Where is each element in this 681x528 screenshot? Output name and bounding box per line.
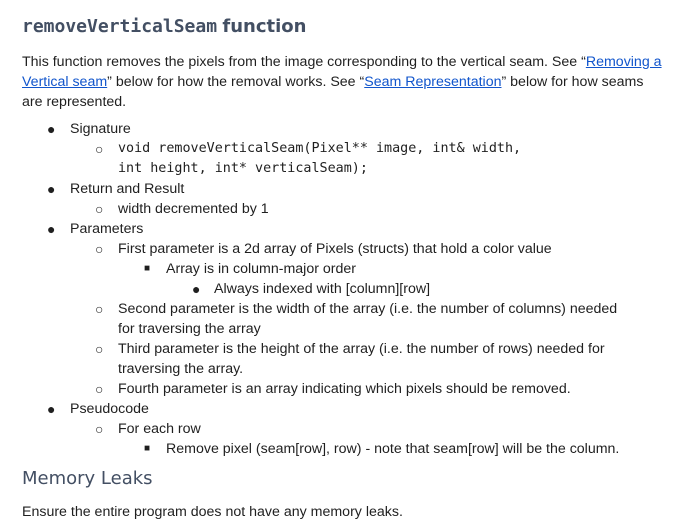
signature-code-line-1: void removeVerticalSeam(Pixel** image, int& width, xyxy=(118,141,522,156)
param-fourth: Fourth parameter is an array indicating which pixels should be removed. xyxy=(118,381,571,397)
circle-bullet: ○ xyxy=(95,241,104,257)
list-item-signature: Signature xyxy=(70,121,131,137)
param-second-line-1: Second parameter is the width of the array (i.e. the number of columns) needed xyxy=(118,301,618,317)
return-detail: width decremented by 1 xyxy=(118,201,269,217)
function-heading xyxy=(22,16,306,38)
intro-text-1: This function removes the pixels from the image corresponding to the vertical seam. See xyxy=(22,54,582,70)
memory-leaks-heading: Memory Leaks xyxy=(22,468,153,489)
pseudo-loop: For each row xyxy=(118,421,201,437)
list-item-pseudocode: Pseudocode xyxy=(70,401,149,417)
disc-bullet: ● xyxy=(47,121,56,137)
quote-close-1: ” xyxy=(107,74,112,90)
param-first-sub: Array is in column-major order xyxy=(166,261,357,277)
quote-close-2: ” xyxy=(501,74,507,90)
param-second-line-2: for traversing the array xyxy=(118,321,261,337)
intro-text-2: below for how the removal works. See xyxy=(111,74,360,90)
param-third-line-2: traversing the array. xyxy=(118,361,244,377)
function-word: function xyxy=(222,16,307,37)
circle-bullet: ○ xyxy=(95,381,104,397)
memory-leaks-text: Ensure the entire program does not have any memory leaks. xyxy=(22,504,403,520)
disc-bullet: ● xyxy=(47,221,56,237)
param-first: First parameter is a 2d array of Pixels (structs) that hold a color value xyxy=(118,241,552,257)
list-item-parameters: Parameters xyxy=(70,221,144,237)
circle-bullet: ○ xyxy=(95,341,104,357)
param-third-line-1: Third parameter is the height of the array (i.e. the number of rows) needed for xyxy=(118,341,605,357)
param-first-subsub: Always indexed with [column][row] xyxy=(214,281,431,297)
square-bullet: ■ xyxy=(144,263,151,274)
pseudo-step: Remove pixel (seam[row], row) - note that seam[row] will be the column. xyxy=(166,441,620,457)
signature-code-line-2: int height, int* verticalSeam); xyxy=(118,161,368,176)
circle-bullet: ○ xyxy=(95,201,104,217)
link-removing-vertical-seam[interactable]: Removing a Vertical seam xyxy=(22,54,662,90)
quote-open-2: “ xyxy=(359,74,365,90)
circle-bullet: ○ xyxy=(95,301,104,317)
square-bullet: ■ xyxy=(144,443,151,454)
function-name: removeVerticalSeam xyxy=(22,16,218,37)
disc-bullet: ● xyxy=(47,181,56,197)
link-seam-representation[interactable]: Seam Representation xyxy=(364,74,502,90)
intro-text-3: below for how seams are represented. xyxy=(22,74,644,110)
circle-bullet: ○ xyxy=(95,421,104,437)
quote-open-1: “ xyxy=(581,54,586,70)
disc-bullet: ● xyxy=(192,281,201,297)
disc-bullet: ● xyxy=(47,401,56,417)
circle-bullet: ○ xyxy=(95,141,104,157)
intro-paragraph xyxy=(22,52,662,112)
list-item-return: Return and Result xyxy=(70,181,185,197)
